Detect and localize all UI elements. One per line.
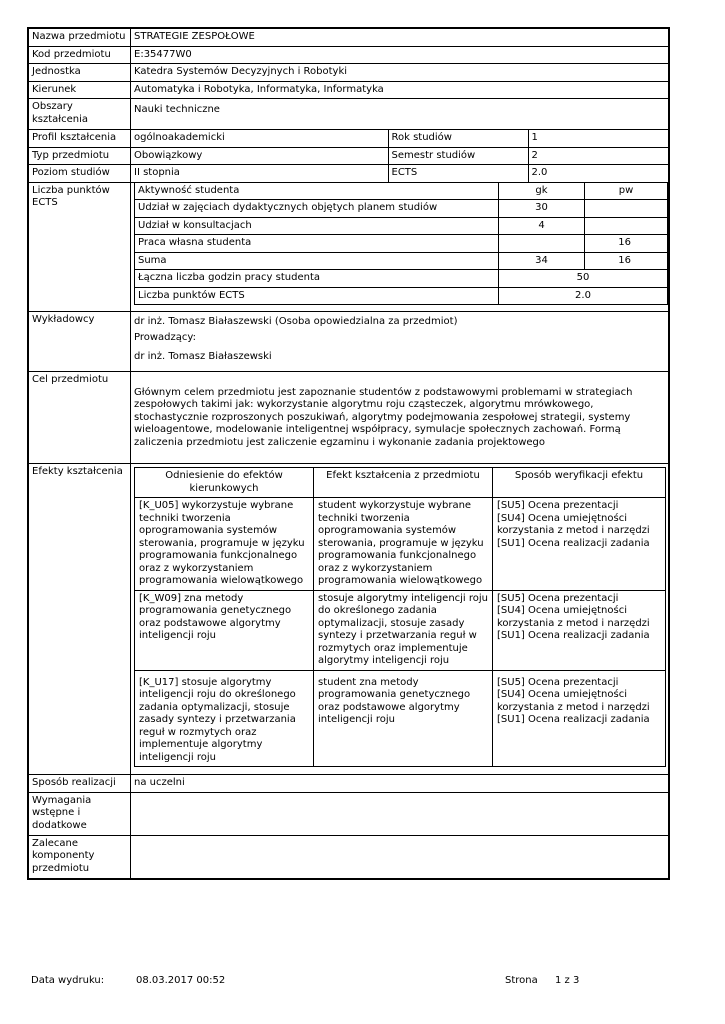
- value-sposob: na uczelni: [131, 775, 669, 793]
- label-nazwa: Nazwa przedmiotu: [29, 29, 131, 47]
- value-poziom: II stopnia: [131, 165, 388, 182]
- row-nazwa: [29, 29, 669, 47]
- course-card: [27, 27, 670, 880]
- row-kod: [29, 46, 669, 64]
- ects-row-gk: 30: [499, 200, 585, 218]
- verify-item: [SU1] Ocena realizacji zadania: [497, 537, 650, 549]
- label-poziom: Poziom studiów: [29, 165, 131, 183]
- ects-row-name: Suma: [135, 252, 499, 270]
- row-efekty: [29, 464, 669, 775]
- ects-total-hours-name: Łączna liczba godzin pracy studenta: [135, 270, 499, 288]
- label-wymagania: Wymagania wstępne i dodatkowe: [29, 792, 131, 835]
- row-kierunek: [29, 81, 669, 99]
- ects-row-total-points: [135, 287, 668, 305]
- effects-ref: [K_U05] wykorzystuje wybrane techniki tworzenia oprogramowania systemów sterowania, programuje w języku programowania funkcjonalnego oraz z wykorzystaniem programowania wielowątkowego: [135, 498, 314, 591]
- effects-table: [134, 467, 666, 767]
- label-semestr: Semestr studiów: [388, 148, 528, 165]
- verify-item: [SU1] Ocena realizacji zadania: [497, 714, 650, 725]
- ects-row-total-hours: [135, 270, 668, 288]
- value-zalecane: [131, 835, 669, 878]
- row-zalecane: [29, 835, 669, 878]
- instructors-label: Prowadzący:: [134, 331, 196, 343]
- typ-subtable: [131, 148, 668, 165]
- ects-header-row: [135, 183, 668, 200]
- effects-header-row: [135, 468, 666, 498]
- verify-item: [SU5] Ocena prezentacji: [497, 500, 619, 511]
- effects-effect: student wykorzystuje wybrane techniki tworzenia oprogramowania systemów sterowania, programuje w języku programowania funkcjonalnego oraz z wykorzystaniem programowania wielowątkowego: [314, 498, 493, 591]
- value-profil: ogólnoakademicki: [131, 130, 388, 147]
- effects-header-verify: Sposób weryfikacji efektu: [493, 468, 666, 498]
- page-number: 1 z 3: [555, 975, 580, 986]
- value-semestr: 2: [531, 149, 538, 161]
- lecturer-responsible: dr inż. Tomasz Białaszewski (Osoba opowiedzialna za przedmiot): [134, 316, 458, 327]
- label-sposob: Sposób realizacji: [29, 775, 131, 793]
- effects-verify: [493, 498, 666, 591]
- value-kierunek: Automatyka i Robotyka, Informatyka, Informatyka: [131, 81, 669, 99]
- label-efekty: Efekty kształcenia: [29, 464, 131, 775]
- row-poziom: [29, 165, 669, 183]
- label-typ: Typ przedmiotu: [29, 147, 131, 165]
- row-wymagania: [29, 792, 669, 835]
- value-wymagania: [131, 792, 669, 835]
- ects-row-sum: [135, 252, 668, 270]
- value-typ: Obowiązkowy: [131, 148, 388, 165]
- ects-total-points-name: Liczba punktów ECTS: [135, 287, 499, 305]
- effects-ref: [K_U17] stosuje algorytmy inteligencji roju do określonego zadania optymalizacji, stosuje zasady syntezy i przetwarzania reguł w rozmytych oraz implementuje algorytmy inteligencji roju: [135, 670, 314, 767]
- ects-header-activity: Aktywność studenta: [135, 183, 499, 200]
- row-sposob: [29, 775, 669, 793]
- ects-row: [135, 235, 668, 253]
- ects-row-name: Udział w konsultacjach: [135, 217, 499, 235]
- effects-header-effect: Efekt kształcenia z przedmiotu: [314, 468, 493, 498]
- effects-row: [135, 670, 666, 767]
- poziom-subtable: [131, 165, 668, 182]
- label-ects-points: Liczba punktów ECTS: [29, 182, 131, 312]
- value-jednostka: Katedra Systemów Decyzyjnych i Robotyki: [131, 64, 669, 82]
- row-cel: [29, 371, 669, 464]
- verify-item: [SU5] Ocena prezentacji: [497, 592, 619, 604]
- row-profil: [29, 130, 669, 148]
- label-profil: Profil kształcenia: [29, 130, 131, 148]
- cel-text: Głównym celem przedmiotu jest zapoznanie studentów z podstawowymi problemami w strategiach zespołowych takimi jak: wykorzystanie algorytmu roju cząsteczek, algorytmu mrówkowego, stochastycznie rozproszonych poszukiwań, algorytmy podejmowania zespołowej strategii, systemy wieloagentowe, modelowanie inteligentnej współpracy, symulacje społecznych zachowań. Formą zaliczenia przedmiotu jest zaliczenie egzaminu i wykonanie zadania projektowego: [131, 371, 669, 464]
- print-label: Data wydruku:: [31, 975, 105, 986]
- ects-table: [134, 183, 668, 306]
- ects-row-pw: 16: [585, 235, 668, 253]
- course-table: [28, 28, 669, 879]
- label-jednostka: Jednostka: [29, 64, 131, 82]
- value-obszary: Nauki techniczne: [131, 99, 669, 130]
- ects-total-hours-value: 50: [499, 270, 668, 288]
- label-cel: Cel przedmiotu: [29, 371, 131, 464]
- ects-row-name: Udział w zajęciach dydaktycznych objętych planem studiów: [135, 200, 499, 218]
- ects-row-name: Praca własna studenta: [135, 235, 499, 253]
- verify-item: [SU4] Ocena umiejętności korzystania z metod i narzędzi: [497, 512, 650, 536]
- verify-item: [SU1] Ocena realizacji zadania: [497, 630, 650, 641]
- value-rok: 1: [531, 132, 538, 143]
- ects-row: [135, 217, 668, 235]
- ects-row-pw: [585, 217, 668, 235]
- effects-row: [135, 590, 666, 670]
- label-kod: Kod przedmiotu: [29, 46, 131, 64]
- ects-total-points-value: 2.0: [499, 287, 668, 305]
- ects-row-gk: [499, 235, 585, 253]
- effects-verify: [493, 590, 666, 670]
- effects-header-ref: Odniesienie do efektów kierunkowych: [135, 468, 314, 498]
- label-wykladowcy: Wykładowcy: [29, 312, 131, 372]
- ects-row-gk: 34: [499, 252, 585, 270]
- effects-effect: student zna metody programowania genetycznego oraz podstawowe algorytmy inteligencji roju: [314, 670, 493, 767]
- print-date: 08.03.2017 00:52: [136, 975, 226, 986]
- ects-row-pw: 16: [585, 252, 668, 270]
- ects-header-gk: gk: [499, 183, 585, 200]
- row-wykladowcy: [29, 312, 669, 372]
- instructor-name: dr inż. Tomasz Białaszewski: [134, 351, 272, 362]
- row-obszary: [29, 99, 669, 130]
- row-typ: [29, 147, 669, 165]
- verify-item: [SU5] Ocena prezentacji: [497, 676, 619, 688]
- label-obszary: Obszary kształcenia: [29, 99, 131, 130]
- ects-header-pw: pw: [585, 183, 668, 200]
- effects-effect: stosuje algorytmy inteligencji roju do określonego zadania optymalizacji, stosuje zasady syntezy i przetwarzania reguł w rozmytych oraz implementuje algorytmy inteligencji roju: [314, 590, 493, 670]
- verify-item: [SU4] Ocena umiejętności korzystania z metod i narzędzi: [497, 689, 650, 713]
- effects-verify: [493, 670, 666, 767]
- effects-row: [135, 498, 666, 591]
- verify-item: [SU4] Ocena umiejętności korzystania z metod i narzędzi: [497, 605, 650, 629]
- ects-row: [135, 200, 668, 218]
- effects-ref: [K_W09] zna metody programowania genetycznego oraz podstawowe algorytmy inteligencji roju: [135, 590, 314, 670]
- ects-row-pw: [585, 200, 668, 218]
- value-ects: 2.0: [531, 167, 548, 178]
- value-kod: E:35477W0: [131, 46, 669, 64]
- row-jednostka: [29, 64, 669, 82]
- ects-row-gk: 4: [499, 217, 585, 235]
- label-rok: Rok studiów: [388, 130, 528, 147]
- row-ects-points: [29, 182, 669, 312]
- label-zalecane: Zalecane komponenty przedmiotu: [29, 835, 131, 878]
- profil-subtable: [131, 130, 668, 147]
- label-kierunek: Kierunek: [29, 81, 131, 99]
- label-ects: ECTS: [388, 165, 528, 182]
- page-label: Strona: [505, 975, 538, 986]
- value-nazwa: STRATEGIE ZESPOŁOWE: [131, 29, 669, 47]
